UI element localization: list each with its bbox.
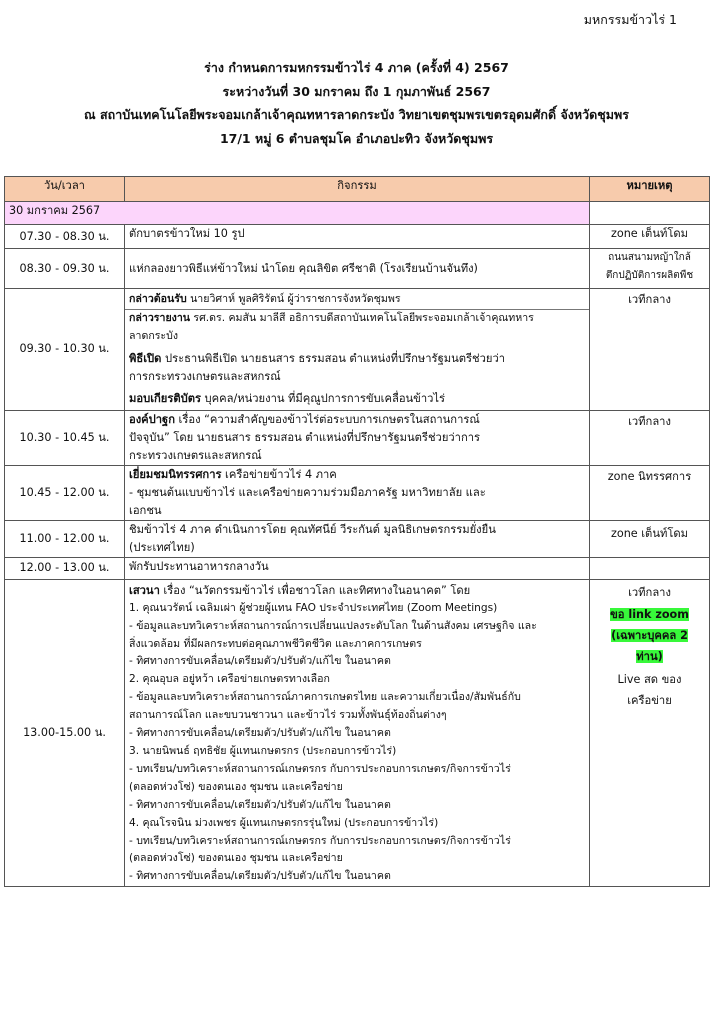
report-label: กล่าวรายงาน bbox=[129, 311, 191, 324]
time-cell: 09.30 - 10.30 น. bbox=[5, 289, 125, 411]
panel-label: เสวนา bbox=[129, 583, 160, 597]
exhibition-text: เครือข่ายข้าวไร่ 4 ภาค bbox=[221, 467, 337, 481]
opening-text-cont: การกระทรวงเกษตรและสหกรณ์ bbox=[129, 369, 281, 383]
remark-line: เวทีกลาง bbox=[628, 585, 671, 599]
header-time: วัน/เวลา bbox=[5, 177, 125, 202]
remark-line: ถนนสนามหญ้าใกล้ bbox=[608, 252, 691, 263]
table-row bbox=[5, 557, 710, 579]
panel-line: 1. คุณนวรัตน์ เฉลิมเผ่า ผู้ช่วยผู้แทน FAO ประจำประเทศไทย (Zoom Meetings) bbox=[129, 601, 498, 614]
remark-line: Live สด ของ bbox=[617, 672, 682, 686]
panel-line: - บทเรียน/บทวิเคราะห์สถานการณ์เกษตรกร กับการประกอบการเกษตร/กิจการข้าวไร่ bbox=[129, 762, 511, 775]
panel-line: 3. นายนิพนธ์ ฤทธิชัย ผู้แทนเกษตรกร (ประกอบการข้าวไร่) bbox=[129, 744, 397, 757]
certificate-label: มอบเกียรติบัตร bbox=[129, 391, 201, 405]
keynote-text: เรื่อง “ความสำคัญของข้าวไร่ต่อระบบการเกษตรในสถานการณ์ bbox=[175, 412, 480, 426]
venue-line: ณ สถาบันเทคโนโลยีพระจอมเกล้าเจ้าคุณทหารลาดกระบัง วิทยาเขตชุมพรเขตรอุดมศักดิ์ จังหวัดชุมพร bbox=[84, 107, 629, 122]
opening-label: พิธีเปิด bbox=[129, 351, 162, 365]
panel-line: สิ่งแวดล้อม ที่มีผลกระทบต่อคุณภาพชีวิตชีวิต และภาคการเกษตร bbox=[129, 637, 422, 650]
tasting-line: ชิมข้าวไร่ 4 ภาค ดำเนินการโดย คุณทัศนีย์ วีระกันต์ มูลนิธิเกษตรกรรมยั่งยืน bbox=[129, 522, 496, 536]
date-row bbox=[5, 202, 710, 225]
tasting-line: (ประเทศไทย) bbox=[129, 540, 195, 554]
remark-cell: zone เต็นท์โดม bbox=[590, 225, 710, 249]
panel-line: - ทิศทางการขับเคลื่อน/เตรียมตัว/ปรับตัว/แก้ไข ในอนาคต bbox=[129, 655, 391, 668]
panel-line: - ข้อมูลและบทวิเคราะห์สถานการณ์ภาคการเกษตรไทย และความเกี่ยวเนื่อง/สัมพันธ์กับ bbox=[129, 691, 521, 704]
address-line: 17/1 หมู่ 6 ตำบลชุมโค อำเภอปะทิว จังหวัดชุมพร bbox=[219, 130, 494, 146]
remark-cell bbox=[590, 249, 710, 289]
time-cell: 08.30 - 09.30 น. bbox=[5, 249, 125, 289]
exhibition-label: เยี่ยมชมนิทรรศการ bbox=[129, 467, 222, 481]
table-row bbox=[5, 410, 710, 465]
time-cell: 13.00-15.00 น. bbox=[5, 579, 125, 887]
table-row bbox=[5, 465, 710, 520]
panel-line: - ทิศทางการขับเคลื่อน/เตรียมตัว/ปรับตัว/แก้ไข ในอนาคต bbox=[129, 870, 391, 883]
date-remark-cell bbox=[590, 202, 710, 225]
keynote-line: ปัจจุบัน” โดย นายธนสาร ธรรมสอน ตำแหน่งที่ปรึกษารัฐมนตรีช่วยว่าการ bbox=[129, 430, 481, 444]
zoom-link-note bbox=[594, 604, 705, 667]
opening-ceremony bbox=[129, 350, 585, 386]
time-cell: 11.00 - 12.00 น. bbox=[5, 520, 125, 557]
table-row bbox=[5, 225, 710, 249]
document-page-tag: มหกรรมข้าวไร่ 1 bbox=[583, 12, 677, 27]
remark-cell bbox=[590, 579, 710, 887]
panel-line: (ตลอดห่วงโซ่) ของตนเอง ชุมชน และเครือข่าย bbox=[129, 780, 343, 793]
panel-line: (ตลอดห่วงโซ่) ของตนเอง ชุมชน และเครือข่าย bbox=[129, 852, 343, 865]
panel-line: 4. คุณโรจนิน ม่วงเพชร ผู้แทนเกษตรกรรุ่นใหม่ (ประกอบการข้าวไร่) bbox=[129, 816, 439, 829]
activity-cell: ตักบาตรข้าวใหม่ 10 รูป bbox=[125, 225, 590, 249]
keynote-line bbox=[129, 411, 585, 429]
welcome-text: นายวิศาห์ พูลศิริรัตน์ ผู้ว่าราชการจังหวัดชุมพร bbox=[186, 293, 401, 305]
header-activity: กิจกรรม bbox=[125, 177, 590, 202]
table-row bbox=[5, 520, 710, 557]
time-cell: 10.30 - 10.45 น. bbox=[5, 410, 125, 465]
report-text: รศ.ดร. คมสัน มาลีสี อธิการบดีสถาบันเทคโนโลยีพระจอมเกล้าเจ้าคุณทหาร bbox=[190, 311, 534, 324]
header-remark: หมายเหตุ bbox=[590, 177, 710, 202]
schedule-table bbox=[4, 176, 710, 887]
keynote-label: องค์ปาฐก bbox=[129, 412, 175, 426]
panel-line: - ทิศทางการขับเคลื่อน/เตรียมตัว/ปรับตัว/แก้ไข ในอนาคต bbox=[129, 727, 391, 740]
report-speech bbox=[125, 309, 589, 346]
certificate-text: บุคคล/หน่วยงาน ที่มีคุณูปการการขับเคลื่อนข้าวไร่ bbox=[201, 391, 446, 405]
table-row bbox=[5, 289, 710, 411]
title-line: ร่าง กำหนดการมหกรรมข้าวไร่ 4 ภาค (ครั้งที่ 4) 2567 bbox=[204, 60, 509, 75]
table-row bbox=[5, 249, 710, 289]
document-title-block bbox=[0, 56, 713, 150]
welcome-speech bbox=[129, 291, 585, 309]
activity-cell bbox=[125, 410, 590, 465]
opening-text: ประธานพิธีเปิด นายธนสาร ธรรมสอน ตำแหน่งที่ปรึกษารัฐมนตรีช่วยว่า bbox=[161, 351, 506, 365]
remark-cell bbox=[590, 557, 710, 579]
panel-line: - บทเรียน/บทวิเคราะห์สถานการณ์เกษตรกร กับการประกอบการเกษตร/กิจการข้าวไร่ bbox=[129, 834, 511, 847]
table-header-row bbox=[5, 177, 710, 202]
panel-line: สถานการณ์โลก และขบวนชาวนา และข้าวไร่ รวมทั้งพันธุ์ท้องถิ่นต่างๆ bbox=[129, 709, 447, 722]
zoom-note-line: ท่าน) bbox=[636, 649, 663, 663]
activity-cell bbox=[125, 289, 590, 411]
exhibition-line: เอกชน bbox=[129, 503, 162, 517]
certificate-award bbox=[129, 390, 585, 410]
activity-cell: แห่กลองยาวพิธีแห่ข้าวใหม่ นำโดย คุณลิขิต ศรีชาติ (โรงเรียนบ้านจันทึง) bbox=[125, 249, 590, 289]
welcome-label: กล่าวต้อนรับ bbox=[129, 293, 187, 305]
remark-cell: เวทีกลาง bbox=[590, 410, 710, 465]
activity-cell bbox=[125, 465, 590, 520]
exhibition-line bbox=[129, 466, 585, 484]
zoom-note-line: (เฉพาะบุคคล 2 bbox=[611, 628, 688, 642]
panel-line: 2. คุณอุบล อยู่หว้า เครือข่ายเกษตรทางเลือก bbox=[129, 673, 330, 686]
time-cell: 12.00 - 13.00 น. bbox=[5, 557, 125, 579]
activity-cell bbox=[125, 579, 590, 887]
activity-cell: พักรับประทานอาหารกลางวัน bbox=[125, 557, 590, 579]
report-text-cont: ลาดกระบัง bbox=[129, 329, 179, 342]
zoom-note-line: ขอ link zoom bbox=[610, 607, 689, 621]
remark-cell: zone นิทรรศการ bbox=[590, 465, 710, 520]
panel-title-text: เรื่อง “นวัตกรรมข้าวไร่ เพื่อชาวโลก และทิศทางในอนาคต” โดย bbox=[159, 583, 471, 597]
date-cell: 30 มกราคม 2567 bbox=[5, 202, 590, 225]
keynote-line: กระทรวงเกษตรและสหกรณ์ bbox=[129, 448, 262, 462]
panel-line: - ข้อมูลและบทวิเคราะห์สถานการณ์การเปลี่ยนแปลงระดับโลก ในด้านสังคม เศรษฐกิจ และ bbox=[129, 619, 537, 632]
remark-cell: zone เต็นท์โดม bbox=[590, 520, 710, 557]
date-range-line: ระหว่างวันที่ 30 มกราคม ถึง 1 กุมภาพันธ์ 2567 bbox=[222, 83, 491, 99]
panel-title bbox=[129, 582, 585, 600]
exhibition-line: - ชุมชนต้นแบบข้าวไร่ และเครือข่ายความร่วมมือภาครัฐ มหาวิทยาลัย และ bbox=[129, 485, 486, 499]
activity-cell bbox=[125, 520, 590, 557]
panel-line: - ทิศทางการขับเคลื่อน/เตรียมตัว/ปรับตัว/แก้ไข ในอนาคต bbox=[129, 798, 391, 811]
remark-line: เครือข่าย bbox=[627, 693, 672, 707]
remark-line: ตึกปฏิบัติการผลิตพืช bbox=[605, 270, 694, 281]
table-row bbox=[5, 579, 710, 887]
time-cell: 10.45 - 12.00 น. bbox=[5, 465, 125, 520]
remark-cell: เวทีกลาง bbox=[590, 289, 710, 411]
time-cell: 07.30 - 08.30 น. bbox=[5, 225, 125, 249]
